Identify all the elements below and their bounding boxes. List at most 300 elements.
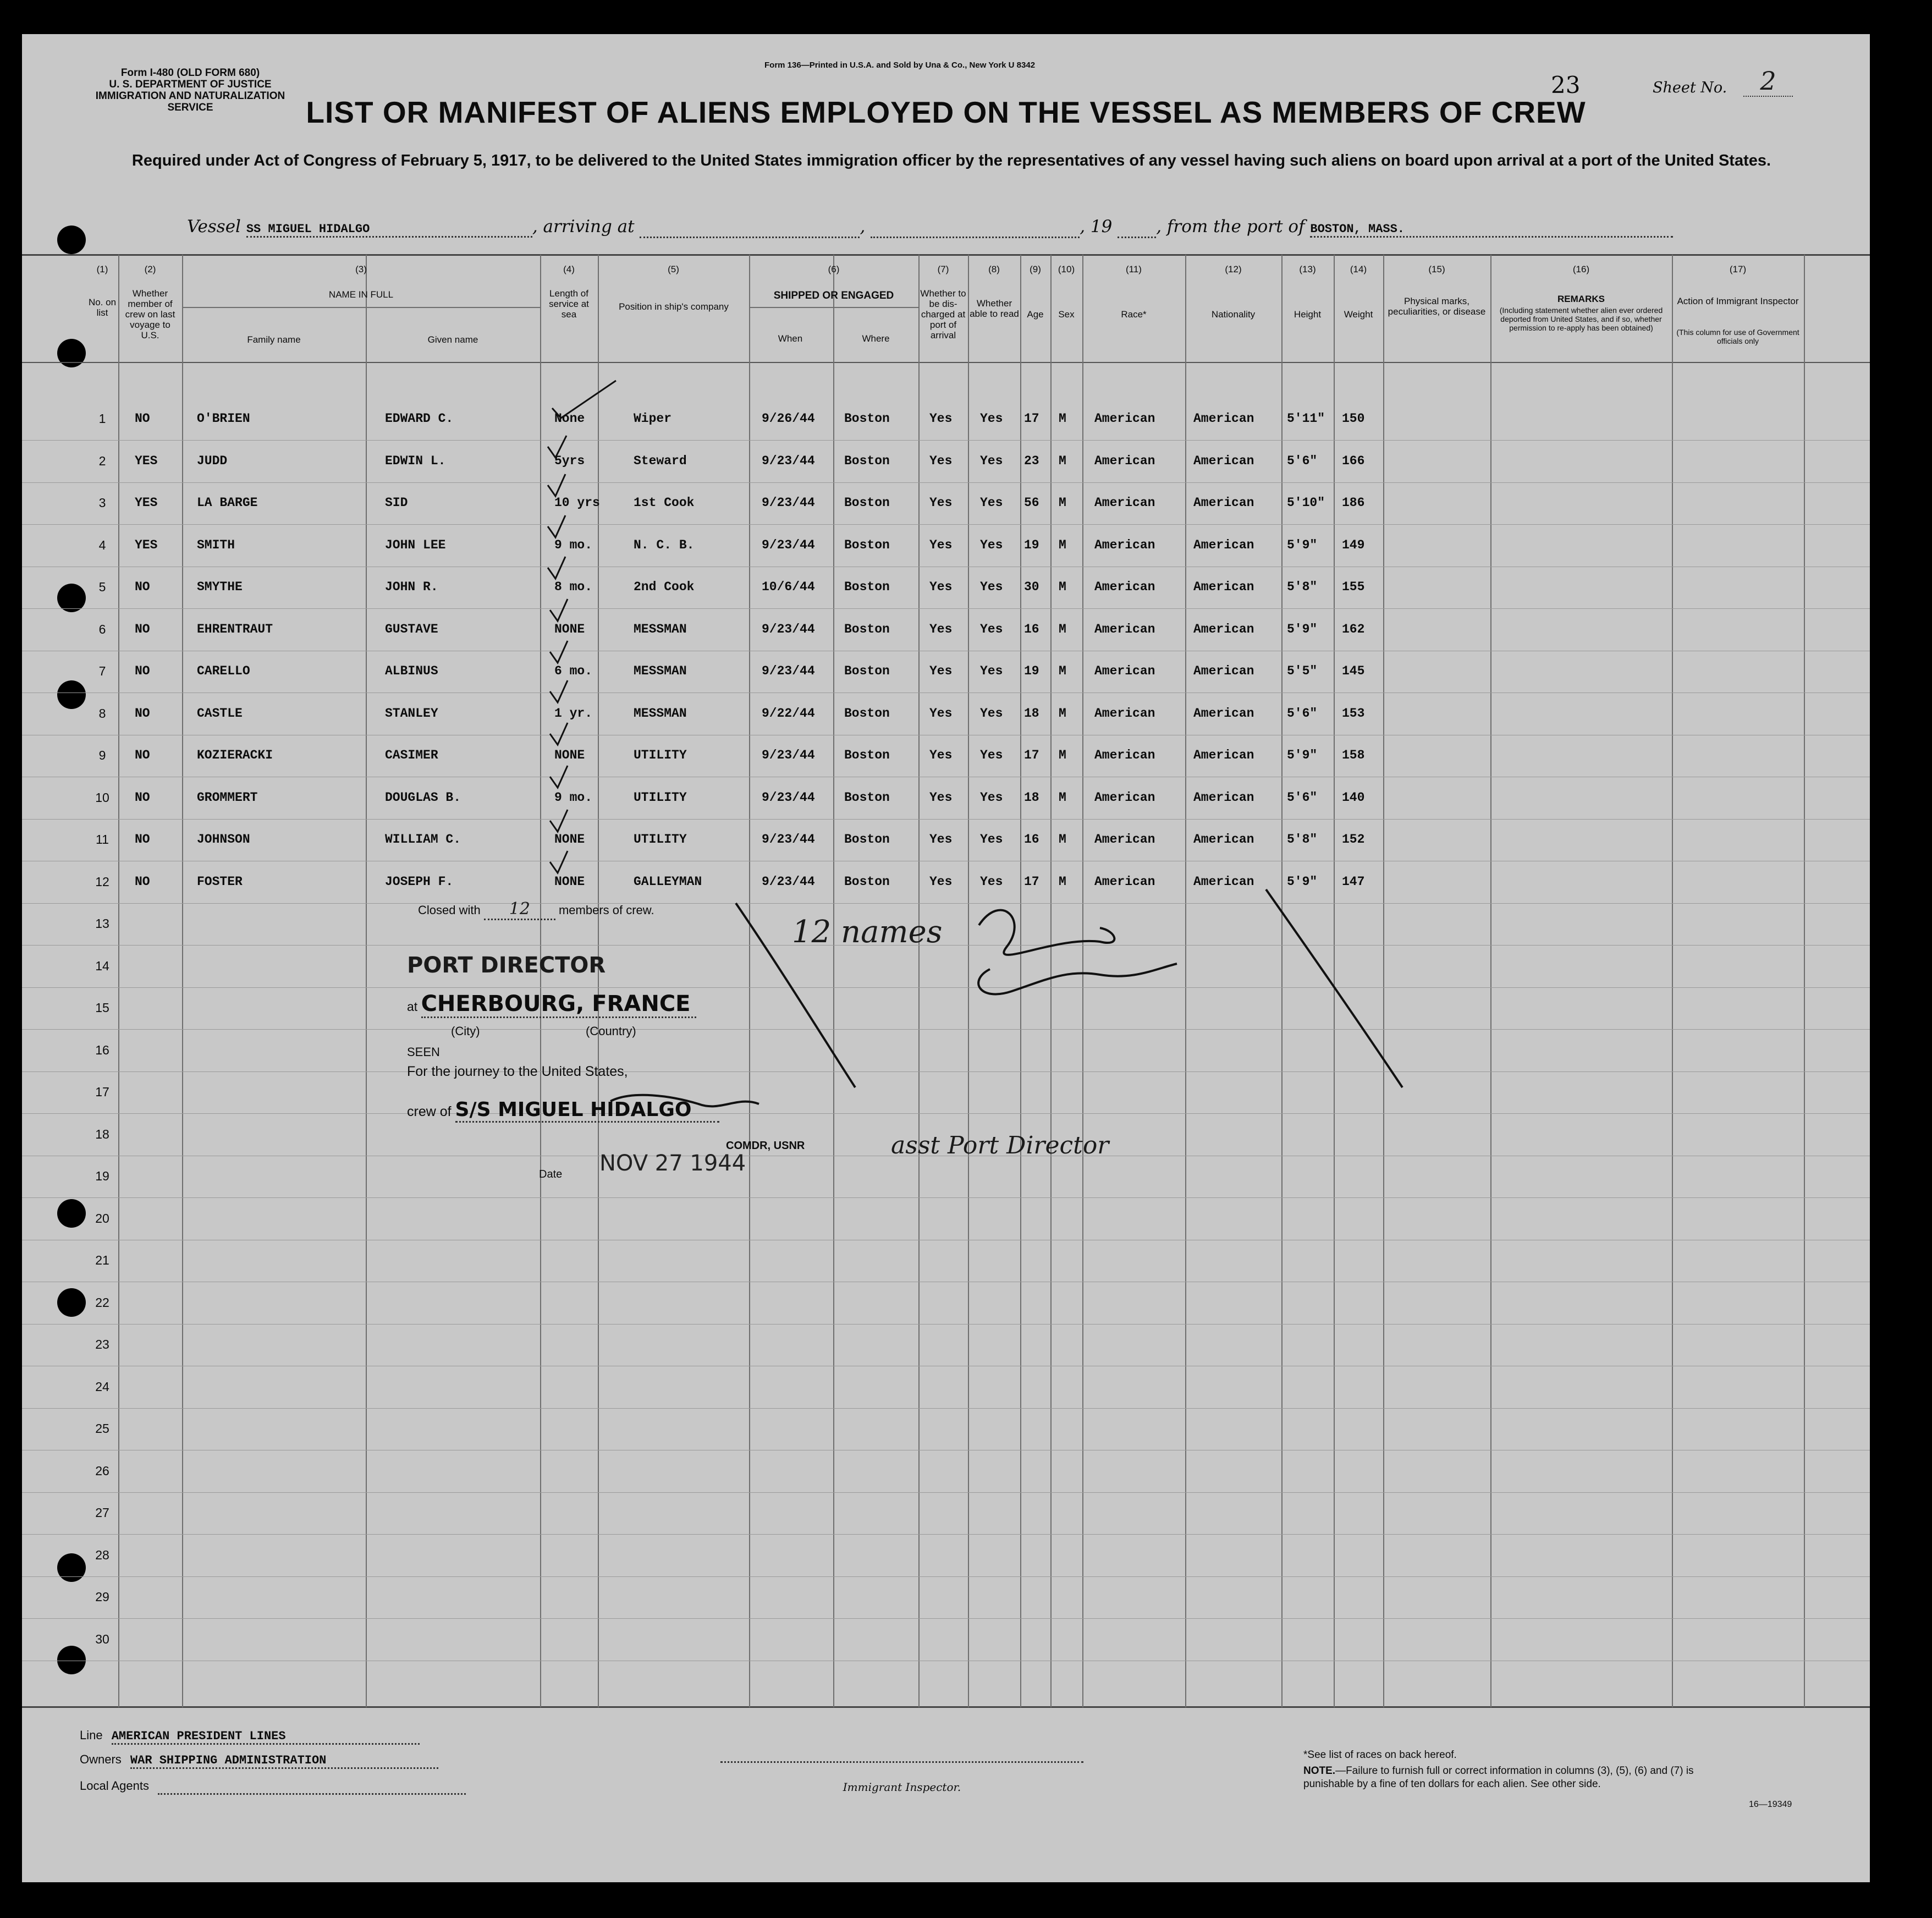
row-number: 11: [96, 832, 109, 847]
row-number: 7: [98, 664, 106, 678]
prev-voyage-cell: YES: [135, 453, 158, 468]
height-cell: 5'6": [1287, 706, 1318, 721]
family-name-cell: GROMMERT: [197, 790, 258, 805]
weight-cell: 158: [1342, 748, 1365, 762]
department: U. S. DEPARTMENT OF JUSTICE: [109, 79, 272, 90]
shipped-when-cell: 9/23/44: [762, 622, 815, 636]
note-label: NOTE.: [1303, 1765, 1336, 1777]
able-to-read-cell: Yes: [980, 832, 1003, 847]
col-header-weight: Weight: [1344, 309, 1373, 320]
shipped-where-cell: Boston: [844, 832, 890, 847]
members-label: members of crew.: [558, 903, 654, 917]
stamp-crew-label: crew of: [407, 1104, 452, 1119]
discharged-cell: Yes: [929, 832, 953, 847]
col-num: (15): [1428, 264, 1445, 274]
weight-cell: 150: [1342, 411, 1365, 426]
row-number: 14: [95, 958, 109, 973]
col-header-age: Age: [1027, 309, 1044, 320]
discharged-cell: Yes: [929, 580, 953, 594]
age-cell: 16: [1024, 622, 1039, 636]
nationality-cell: American: [1193, 411, 1254, 426]
sex-cell: M: [1059, 622, 1066, 636]
row-number: 13: [95, 916, 109, 931]
stamp-signer-title: asst Port Director: [891, 1131, 1109, 1159]
col-header-when: When: [778, 333, 803, 344]
col-num: (16): [1572, 264, 1590, 274]
row-number: 12: [95, 874, 109, 889]
age-cell: 56: [1024, 496, 1039, 510]
col-header-discharged: Whether to be dis-charged at port of arrival: [920, 288, 966, 340]
shipped-when-cell: 9/26/44: [762, 411, 815, 426]
race-cell: American: [1094, 580, 1155, 594]
sex-cell: M: [1059, 664, 1066, 678]
closed-label: Closed with: [418, 903, 481, 917]
given-name-cell: DOUGLAS B.: [385, 790, 461, 805]
service: IMMIGRATION AND NATURALIZATION SERVICE: [95, 90, 285, 113]
prev-voyage-cell: NO: [135, 411, 150, 426]
shipped-when-cell: 9/23/44: [762, 453, 815, 468]
family-name-cell: EHRENTRAUT: [197, 622, 273, 636]
family-name-cell: CASTLE: [197, 706, 243, 721]
row-number: 5: [98, 580, 106, 594]
sex-cell: M: [1059, 537, 1066, 552]
race-cell: American: [1094, 537, 1155, 552]
weight-cell: 162: [1342, 622, 1365, 636]
sex-cell: M: [1059, 496, 1066, 510]
row-number: 26: [95, 1463, 109, 1478]
shipped-when-cell: 9/22/44: [762, 706, 815, 721]
family-name-cell: SMYTHE: [197, 580, 243, 594]
weight-cell: 147: [1342, 874, 1365, 889]
race-cell: American: [1094, 874, 1155, 889]
row-number: 27: [95, 1505, 109, 1520]
sex-cell: M: [1059, 453, 1066, 468]
sex-cell: M: [1059, 832, 1066, 847]
col-num: (3): [355, 264, 367, 274]
col-header-action: Action of Immigrant Inspector: [1677, 296, 1799, 306]
col-num: (17): [1729, 264, 1747, 274]
discharged-cell: Yes: [929, 496, 953, 510]
col-header-read: Whether able to read: [970, 298, 1019, 319]
position-cell: UTILITY: [634, 832, 687, 847]
discharged-cell: Yes: [929, 748, 953, 762]
able-to-read-cell: Yes: [980, 874, 1003, 889]
row-number: 10: [95, 790, 109, 805]
prev-voyage-cell: NO: [135, 874, 150, 889]
stamp-country-label: (Country): [586, 1024, 636, 1038]
position-cell: UTILITY: [634, 790, 687, 805]
shipped-when-cell: 9/23/44: [762, 832, 815, 847]
service-length-cell: 1 yr.: [554, 706, 593, 721]
nationality-cell: American: [1193, 874, 1254, 889]
position-cell: MESSMAN: [634, 706, 687, 721]
stamp-port-director: PORT DIRECTOR: [407, 953, 606, 978]
shipped-where-cell: Boston: [844, 580, 890, 594]
family-name-cell: KOZIERACKI: [197, 748, 273, 762]
sheet-number: 2: [1743, 66, 1793, 97]
family-name-cell: FOSTER: [197, 874, 243, 889]
given-name-cell: WILLIAM C.: [385, 832, 461, 847]
row-number: 28: [95, 1547, 109, 1562]
nationality-cell: American: [1193, 537, 1254, 552]
shipped-when-cell: 9/23/44: [762, 874, 815, 889]
col-header-height: Height: [1293, 309, 1322, 320]
given-name-cell: STANLEY: [385, 706, 438, 721]
manifest-sheet: [22, 34, 1870, 1882]
able-to-read-cell: Yes: [980, 790, 1003, 805]
shipped-where-cell: Boston: [844, 411, 890, 426]
printer-line: Form 136—Printed in U.S.A. and Sold by Una & Co., New York U 8342: [764, 61, 1036, 70]
col-num: (1): [96, 264, 108, 274]
able-to-read-cell: Yes: [980, 537, 1003, 552]
race-cell: American: [1094, 664, 1155, 678]
position-cell: Steward: [634, 453, 687, 468]
race-cell: American: [1094, 748, 1155, 762]
row-number: 9: [98, 748, 106, 762]
able-to-read-cell: Yes: [980, 580, 1003, 594]
service-length-cell: 9 mo.: [554, 537, 593, 552]
height-cell: 5'10": [1287, 496, 1325, 510]
col-header-name: NAME IN FULL: [328, 289, 394, 300]
handwriting-strokes: [22, 34, 1870, 1882]
col-header-physical: Physical marks, peculiarities, or disease: [1388, 296, 1486, 317]
race-cell: American: [1094, 706, 1155, 721]
shipped-where-cell: Boston: [844, 622, 890, 636]
shipped-where-cell: Boston: [844, 748, 890, 762]
row-number: 19: [95, 1169, 109, 1183]
sex-cell: M: [1059, 411, 1066, 426]
shipped-when-cell: 9/23/44: [762, 748, 815, 762]
row-number: 6: [98, 622, 106, 636]
footer-agents-label: Local Agents: [80, 1779, 149, 1793]
footer-line-row: [80, 1728, 420, 1745]
service-length-cell: 8 mo.: [554, 580, 593, 594]
weight-cell: 145: [1342, 664, 1365, 678]
col-num: (6): [828, 264, 840, 274]
port-value: BOSTON, MASS.: [1310, 222, 1673, 238]
age-cell: 18: [1024, 706, 1039, 721]
weight-cell: 186: [1342, 496, 1365, 510]
fine-note: [1303, 1765, 1727, 1791]
given-name-cell: SID: [385, 496, 408, 510]
family-name-cell: JOHNSON: [197, 832, 250, 847]
family-name-cell: O'BRIEN: [197, 411, 250, 426]
port-label: , from the port of: [1156, 217, 1305, 237]
age-cell: 17: [1024, 748, 1039, 762]
col-num: (11): [1126, 264, 1142, 274]
subtitle: Required under Act of Congress of February 5, 1917, to be delivered to the United States immigration officer by the representatives of any vessel having such aliens on board upon arrival at a port of the United States.: [131, 152, 1771, 169]
height-cell: 5'9": [1287, 537, 1318, 552]
discharged-cell: Yes: [929, 874, 953, 889]
col-header-prev-voyage: Whether member of crew on last voyage to U.S.: [125, 288, 175, 340]
shipped-where-cell: Boston: [844, 706, 890, 721]
stamp-location-line: [407, 991, 696, 1018]
age-cell: 18: [1024, 790, 1039, 805]
shipped-where-cell: Boston: [844, 496, 890, 510]
col-header-no: No. on list: [88, 297, 117, 318]
row-number: 21: [95, 1253, 109, 1267]
col-num: (14): [1350, 264, 1367, 274]
col-header-family: Family name: [247, 334, 301, 345]
service-length-cell: 10 yrs: [554, 496, 600, 510]
height-cell: 5'9": [1287, 622, 1318, 636]
col-num: (2): [144, 264, 156, 274]
discharged-cell: Yes: [929, 411, 953, 426]
footer-line-value: AMERICAN PRESIDENT LINES: [112, 1729, 420, 1745]
age-cell: 19: [1024, 664, 1039, 678]
col-header-sex: Sex: [1058, 309, 1075, 320]
sex-cell: M: [1059, 874, 1066, 889]
col-header-remarks-note: (Including statement whether alien ever ordered deported from United States, and if so, whether permission to re-apply has been obtained): [1499, 306, 1663, 332]
footer-owners-label: Owners: [80, 1752, 122, 1766]
height-cell: 5'9": [1287, 748, 1318, 762]
race-cell: American: [1094, 496, 1155, 510]
nationality-cell: American: [1193, 832, 1254, 847]
able-to-read-cell: Yes: [980, 496, 1003, 510]
sex-cell: M: [1059, 580, 1066, 594]
col-num: (13): [1299, 264, 1316, 274]
able-to-read-cell: Yes: [980, 706, 1003, 721]
diagonal-cancel-stroke: [736, 903, 855, 1087]
race-cell: American: [1094, 832, 1155, 847]
discharged-cell: Yes: [929, 790, 953, 805]
age-cell: 30: [1024, 580, 1039, 594]
year-label: , 19: [1080, 217, 1113, 237]
diagonal-cancel-stroke: [1266, 889, 1402, 1087]
stamp-number: 23: [1551, 72, 1581, 98]
footer-owners-value: WAR SHIPPING ADMINISTRATION: [130, 1754, 438, 1769]
position-cell: N. C. B.: [634, 537, 695, 552]
position-cell: UTILITY: [634, 748, 687, 762]
family-name-cell: SMITH: [197, 537, 235, 552]
nationality-cell: American: [1193, 664, 1254, 678]
race-cell: American: [1094, 622, 1155, 636]
able-to-read-cell: Yes: [980, 411, 1003, 426]
race-cell: American: [1094, 790, 1155, 805]
position-cell: Wiper: [634, 411, 672, 426]
stamp-crew-line: [407, 1098, 719, 1123]
col-num: (9): [1030, 264, 1041, 274]
age-cell: 19: [1024, 537, 1039, 552]
service-length-cell: None: [554, 411, 585, 426]
age-cell: 16: [1024, 832, 1039, 847]
prev-voyage-cell: NO: [135, 748, 150, 762]
sex-cell: M: [1059, 748, 1066, 762]
inspector-label: Immigrant Inspector.: [843, 1780, 961, 1794]
footer-owners-row: [80, 1752, 438, 1769]
service-length-cell: NONE: [554, 874, 585, 889]
service-length-cell: 6 mo.: [554, 664, 593, 678]
height-cell: 5'6": [1287, 790, 1318, 805]
row-number: 1: [98, 411, 106, 426]
vessel-label: Vessel: [187, 217, 241, 237]
row-number: 20: [95, 1211, 109, 1225]
service-length-cell: 5yrs: [554, 453, 585, 468]
discharged-cell: Yes: [929, 537, 953, 552]
col-header-where: Where: [862, 333, 890, 344]
signature-stroke: [978, 964, 1177, 994]
height-cell: 5'5": [1287, 664, 1318, 678]
prev-voyage-cell: NO: [135, 706, 150, 721]
row-number: 17: [95, 1085, 109, 1099]
shipped-when-cell: 9/23/44: [762, 664, 815, 678]
arriving-label: , arriving at: [532, 217, 635, 237]
given-name-cell: JOSEPH F.: [385, 874, 454, 889]
prev-voyage-cell: NO: [135, 832, 150, 847]
handwritten-count: 12 names: [792, 914, 943, 950]
given-name-cell: EDWIN L.: [385, 453, 446, 468]
sex-cell: M: [1059, 790, 1066, 805]
nationality-cell: American: [1193, 453, 1254, 468]
row-number: 3: [98, 496, 106, 510]
stamp-crew-value: S/S MIGUEL HIDALGO: [455, 1098, 719, 1123]
col-header-service: Length of service at sea: [549, 288, 589, 320]
race-cell: American: [1094, 411, 1155, 426]
given-name-cell: JOHN R.: [385, 580, 438, 594]
row-number: 8: [98, 706, 106, 721]
shipped-where-cell: Boston: [844, 874, 890, 889]
discharged-cell: Yes: [929, 706, 953, 721]
stamp-seen-label: SEEN: [407, 1045, 440, 1059]
able-to-read-cell: Yes: [980, 622, 1003, 636]
able-to-read-cell: Yes: [980, 664, 1003, 678]
nationality-cell: American: [1193, 790, 1254, 805]
vessel-line: Vessel SS MIGUEL HIDALGO , arriving at , , 19 , from the port of BOSTON, MASS.: [187, 217, 1727, 238]
col-num: (10): [1058, 264, 1075, 274]
footer-agents-row: [80, 1779, 466, 1795]
col-header-given: Given name: [427, 334, 478, 345]
footer-agents-field: [158, 1779, 466, 1795]
shipped-where-cell: Boston: [844, 790, 890, 805]
prev-voyage-cell: NO: [135, 622, 150, 636]
weight-cell: 155: [1342, 580, 1365, 594]
given-name-cell: CASIMER: [385, 748, 438, 762]
col-header-nationality: Nationality: [1211, 309, 1256, 320]
row-number: 24: [95, 1379, 109, 1394]
position-cell: MESSMAN: [634, 664, 687, 678]
able-to-read-cell: Yes: [980, 748, 1003, 762]
height-cell: 5'8": [1287, 832, 1318, 847]
weight-cell: 153: [1342, 706, 1365, 721]
col-header-race: Race*: [1121, 309, 1147, 320]
shipped-when-cell: 9/23/44: [762, 537, 815, 552]
row-number: 22: [95, 1295, 109, 1310]
shipped-when-cell: 9/23/44: [762, 790, 815, 805]
nationality-cell: American: [1193, 622, 1254, 636]
height-cell: 5'6": [1287, 453, 1318, 468]
footer-line-label: Line: [80, 1728, 103, 1742]
height-cell: 5'11": [1287, 411, 1325, 426]
family-name-cell: LA BARGE: [197, 496, 258, 510]
race-cell: American: [1094, 453, 1155, 468]
closed-value: 12: [484, 899, 555, 920]
given-name-cell: ALBINUS: [385, 664, 438, 678]
stamp-location: CHERBOURG, FRANCE: [421, 991, 696, 1018]
prev-voyage-cell: NO: [135, 580, 150, 594]
weight-cell: 140: [1342, 790, 1365, 805]
col-header-position: Position in ship's company: [619, 301, 729, 312]
row-number: 15: [95, 1001, 109, 1015]
col-num: (4): [563, 264, 575, 274]
race-note: *See list of races on back hereof.: [1303, 1749, 1457, 1761]
stamp-city-label: (City): [451, 1024, 480, 1038]
stamp-at-label: at: [407, 999, 418, 1014]
weight-cell: 166: [1342, 453, 1365, 468]
position-cell: MESSMAN: [634, 622, 687, 636]
row-number: 29: [95, 1590, 109, 1604]
col-num: (7): [937, 264, 949, 274]
given-name-cell: GUSTAVE: [385, 622, 438, 636]
weight-cell: 149: [1342, 537, 1365, 552]
signature-stroke: [979, 910, 1114, 955]
row-number: 30: [95, 1631, 109, 1646]
page-title: LIST OR MANIFEST OF ALIENS EMPLOYED ON THE VESSEL AS MEMBERS OF CREW: [306, 95, 1586, 129]
row-number: 4: [98, 537, 106, 552]
row-number: 18: [95, 1126, 109, 1141]
position-cell: 1st Cook: [634, 496, 695, 510]
shipped-when-cell: 10/6/44: [762, 580, 815, 594]
service-length-cell: NONE: [554, 748, 585, 762]
col-num: (5): [668, 264, 679, 274]
inspector-signature-line: [720, 1761, 1083, 1763]
stamp-journey-text: For the journey to the United States,: [407, 1064, 628, 1079]
given-name-cell: JOHN LEE: [385, 537, 446, 552]
prev-voyage-cell: NO: [135, 790, 150, 805]
discharged-cell: Yes: [929, 622, 953, 636]
service-length-cell: NONE: [554, 622, 585, 636]
row-number: 16: [95, 1042, 109, 1057]
stamp-rank: COMDR, USNR: [726, 1140, 805, 1152]
prev-voyage-cell: YES: [135, 496, 158, 510]
family-name-cell: CARELLO: [197, 664, 250, 678]
discharged-cell: Yes: [929, 664, 953, 678]
col-header-action-note: (This column for use of Government officials only: [1676, 328, 1799, 345]
shipped-when-cell: 9/23/44: [762, 496, 815, 510]
shipped-where-cell: Boston: [844, 453, 890, 468]
row-number: 23: [95, 1337, 109, 1351]
height-cell: 5'8": [1287, 580, 1318, 594]
row-number: 2: [98, 453, 106, 468]
prev-voyage-cell: NO: [135, 664, 150, 678]
stamp-date-label: Date: [539, 1168, 563, 1180]
prev-voyage-cell: YES: [135, 537, 158, 552]
family-name-cell: JUDD: [197, 453, 228, 468]
row-number: 25: [95, 1421, 109, 1436]
nationality-cell: American: [1193, 748, 1254, 762]
nationality-cell: American: [1193, 496, 1254, 510]
able-to-read-cell: Yes: [980, 453, 1003, 468]
discharged-cell: Yes: [929, 453, 953, 468]
col-num: (8): [988, 264, 1000, 274]
height-cell: 5'9": [1287, 874, 1318, 889]
shipped-where-cell: Boston: [844, 664, 890, 678]
sex-cell: M: [1059, 706, 1066, 721]
vessel-value: SS MIGUEL HIDALGO: [246, 222, 532, 238]
form-id: Form I-480 (OLD FORM 680): [120, 67, 260, 79]
position-cell: 2nd Cook: [634, 580, 695, 594]
stamp-date-value: NOV 27 1944: [599, 1151, 746, 1176]
col-header-remarks: REMARKS: [1557, 294, 1605, 304]
service-length-cell: NONE: [554, 832, 585, 847]
col-num: (12): [1225, 264, 1242, 274]
weight-cell: 152: [1342, 832, 1365, 847]
note-text: —Failure to furnish full or correct information in columns (3), (5), (6) and (7) is punishable by a fine of ten dollars for each alien. See other side.: [1303, 1765, 1694, 1790]
age-cell: 17: [1024, 874, 1039, 889]
position-cell: GALLEYMAN: [634, 874, 702, 889]
shipped-where-cell: Boston: [844, 537, 890, 552]
age-cell: 17: [1024, 411, 1039, 426]
age-cell: 23: [1024, 453, 1039, 468]
